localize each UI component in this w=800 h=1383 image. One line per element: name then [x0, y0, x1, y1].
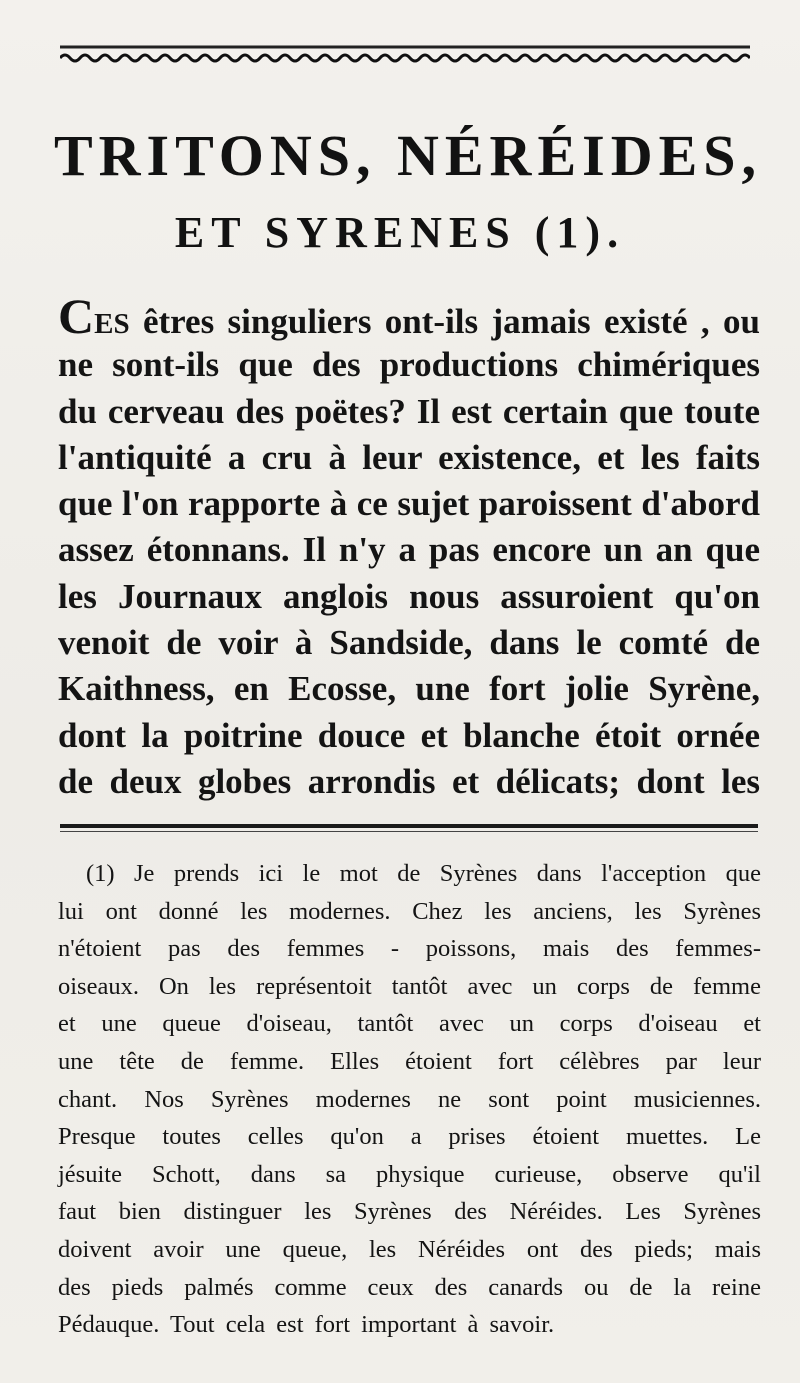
- footnote-line: Presque toutes celles qu'on a prises étoient muettes. Le: [58, 1123, 761, 1151]
- footnote-line: une tête de femme. Elles étoient fort célèbres par leur: [58, 1047, 761, 1075]
- footnote-line: et une queue d'oiseau, tantôt avec un corps d'oiseau et: [58, 1010, 761, 1038]
- chapter-title-line-2: ET SYRENES (1).: [174, 208, 626, 257]
- body-line: de deux globes arrondis et délicats; dont les: [58, 761, 760, 801]
- main-paragraph: [58, 288, 760, 805]
- body-line: [58, 288, 760, 344]
- body-line: Kaithness, en Ecosse, une fort jolie Syrène,: [58, 669, 760, 709]
- body-line: dont la poitrine douce et blanche étoit ornée: [58, 715, 760, 755]
- body-line: les Journaux anglois nous assuroient qu'on: [58, 576, 760, 616]
- footnote-line: Pédauque. Tout cela est fort important à savoir.: [58, 1311, 555, 1339]
- chapter-title-line-1: TRITONS, NÉRÉIDES,: [53, 123, 763, 188]
- footnote-line: chant. Nos Syrènes modernes ne sont point musiciennes.: [58, 1085, 761, 1113]
- footnote-line: n'étoient pas des femmes - poissons, mais des femmes-: [58, 935, 761, 963]
- footnote-separator-thin-rule: [60, 831, 758, 832]
- body-line: l'antiquité a cru à leur existence, et les faits: [58, 437, 760, 477]
- footnote-line: (1) Je prends ici le mot de Syrènes dans l'acception que: [86, 860, 761, 887]
- decorative-ornament-rule: [60, 44, 750, 66]
- footnote-line: faut bien distinguer les Syrènes des Néréides. Les Syrènes: [58, 1198, 761, 1226]
- small-caps-word: ES: [94, 308, 130, 340]
- footnote-line: doivent avoir une queue, les Néréides ont des pieds; mais: [58, 1235, 761, 1263]
- body-line: ne sont-ils que des productions chimériques: [58, 345, 760, 385]
- footnote-line: lui ont donné les modernes. Chez les anciens, les Syrènes: [58, 897, 761, 925]
- body-line: du cerveau des poëtes? Il est certain que toute: [58, 391, 760, 431]
- body-line: que l'on rapporte à ce sujet paroissent d'abord: [58, 484, 760, 524]
- body-line: venoit de voir à Sandside, dans le comté de: [58, 623, 760, 663]
- body-line-text: êtres singuliers ont-ils jamais existé , ou: [129, 302, 760, 341]
- footnote: [58, 855, 761, 1344]
- drop-cap: C: [58, 288, 95, 344]
- footnote-separator-rule: [60, 824, 758, 828]
- footnote-line: des pieds palmés comme ceux des canards ou de la reine: [58, 1273, 761, 1301]
- footnote-line: oiseaux. On les représentoit tantôt avec un corps de femme: [58, 972, 761, 1000]
- body-line: assez étonnans. Il n'y a pas encore un an que: [58, 530, 760, 570]
- footnote-line: jésuite Schott, dans sa physique curieuse, observe qu'il: [58, 1160, 761, 1188]
